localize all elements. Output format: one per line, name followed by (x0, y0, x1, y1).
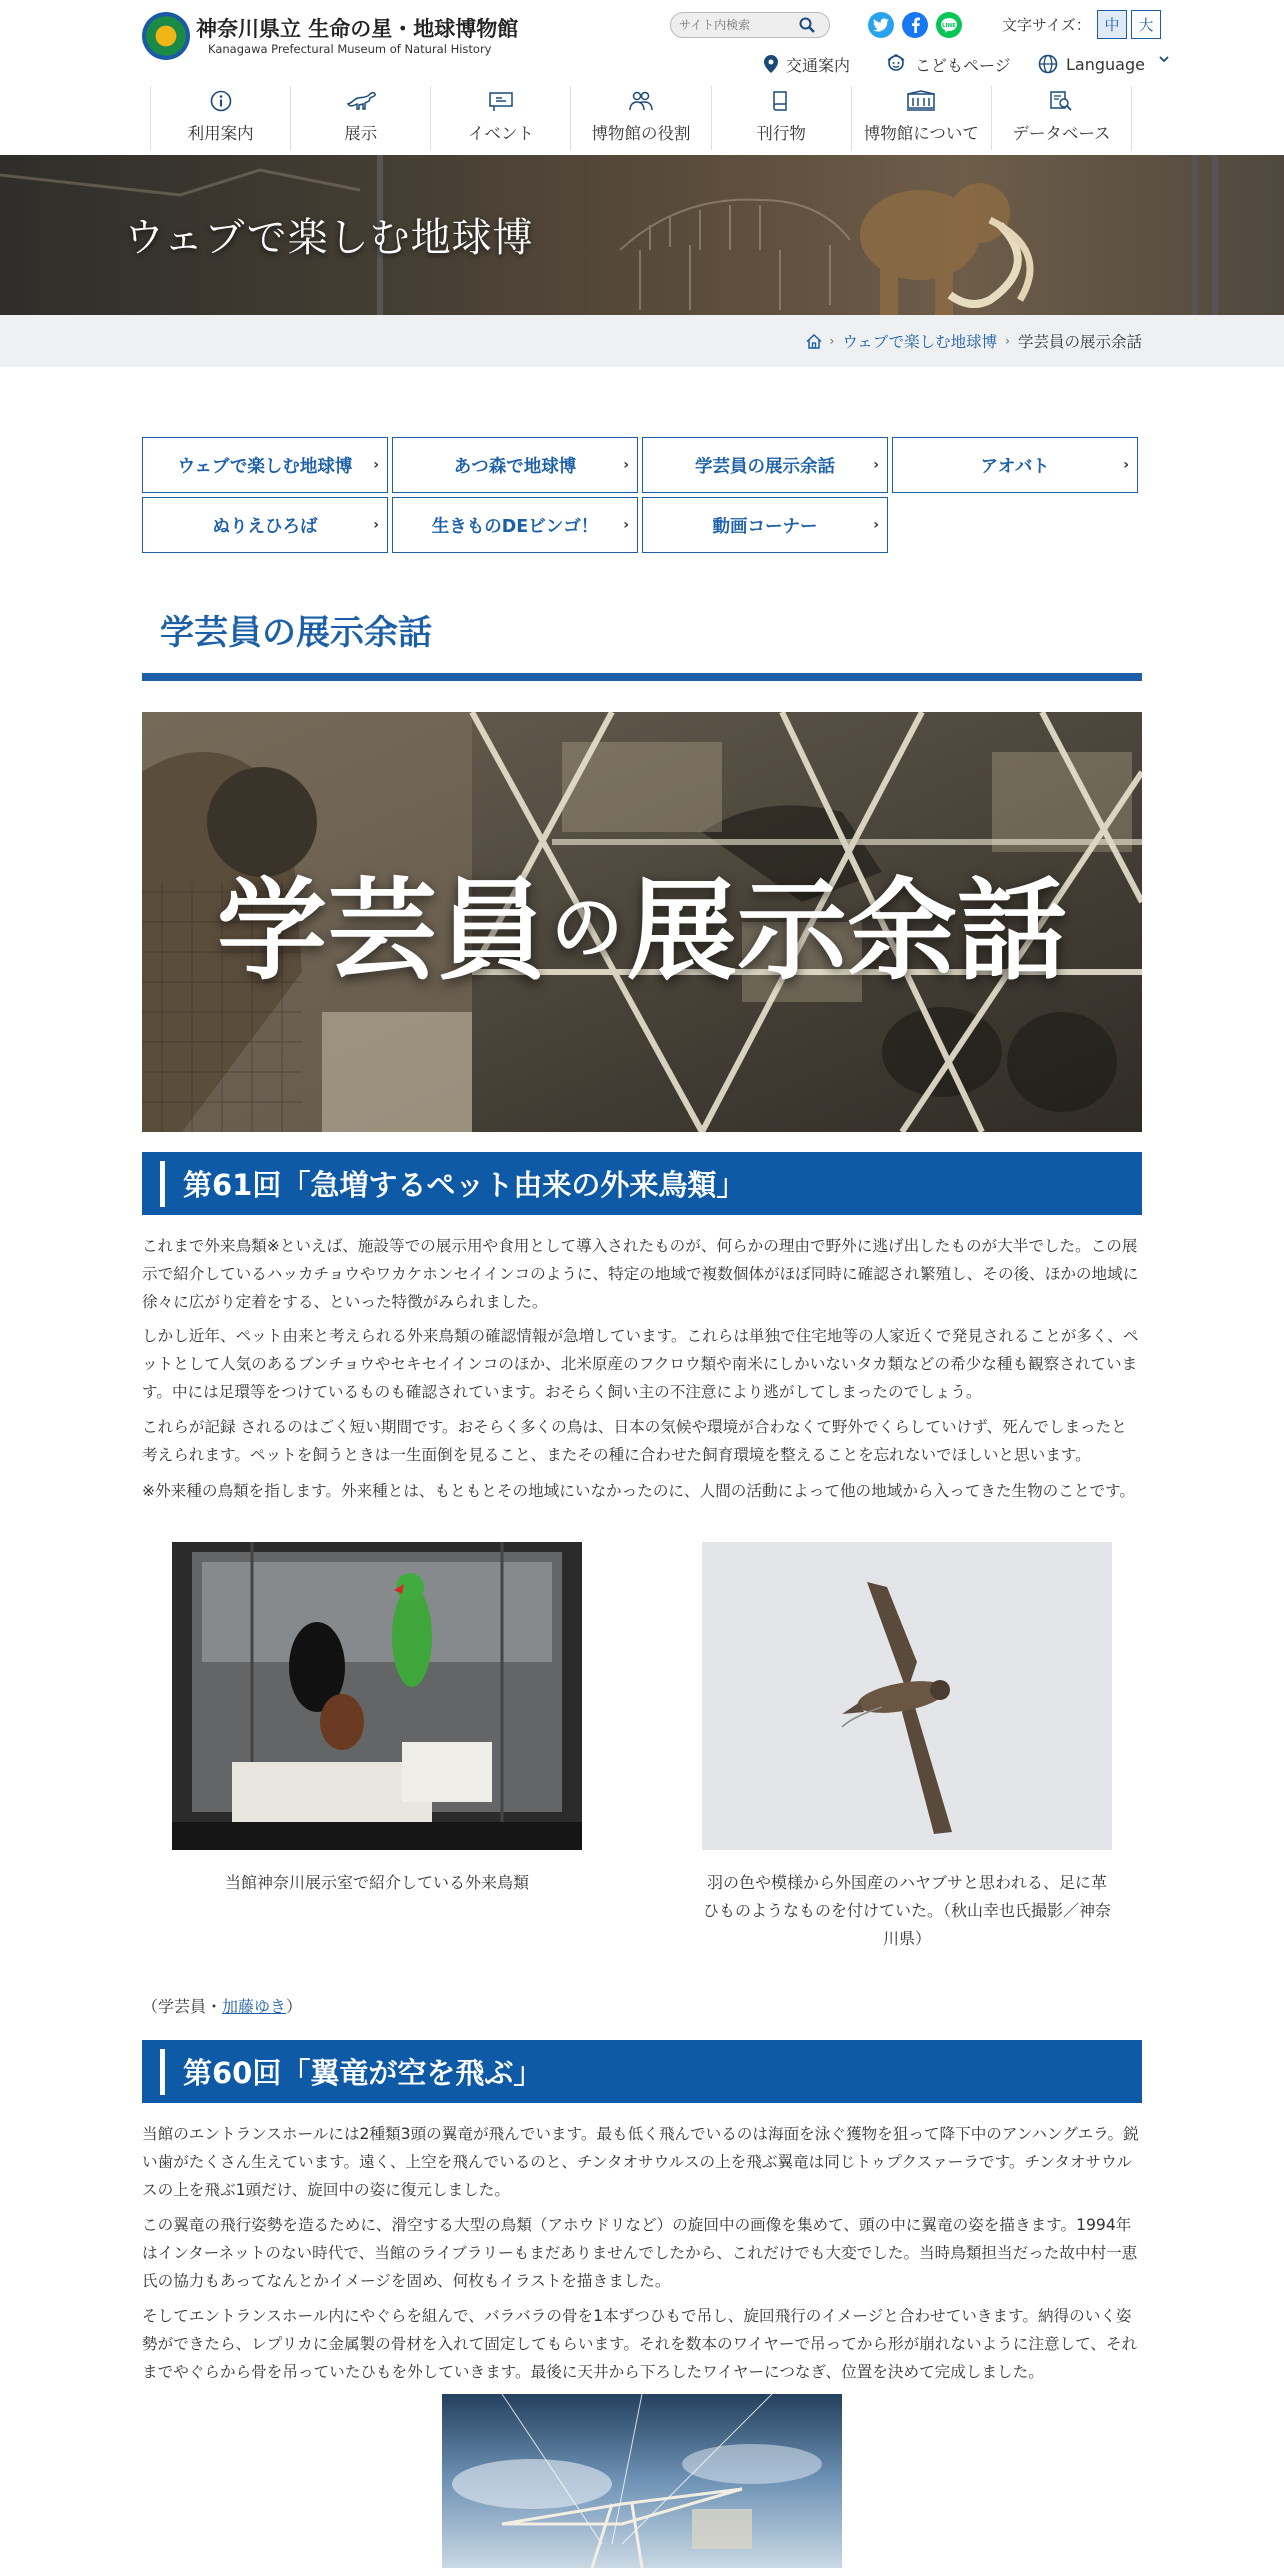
curator-stories-banner (142, 712, 1142, 1132)
chevron-right-icon: › (373, 517, 379, 533)
event-flag-icon (488, 90, 514, 112)
subnav-bingo[interactable] (392, 497, 638, 553)
falcon-photo (702, 1542, 1112, 1850)
line-icon[interactable] (936, 12, 962, 38)
pterosaur-photo (442, 2394, 842, 2568)
caged-birds-image (172, 1542, 582, 1850)
title-underline (142, 673, 1142, 681)
author-suffix: ） (286, 1997, 303, 2016)
access-link[interactable] (764, 52, 850, 76)
museum-logo[interactable] (142, 10, 519, 62)
nav-database[interactable] (991, 86, 1132, 150)
chevron-right-icon: › (1123, 457, 1129, 473)
chevron-down-icon (1159, 56, 1169, 64)
global-nav (150, 86, 1132, 150)
breadcrumb-separator: › (1005, 334, 1010, 348)
nav-museum-role[interactable] (570, 86, 710, 150)
logo-subtitle: Kanagawa Prefectural Museum of Natural History (208, 42, 492, 56)
search-input[interactable] (679, 18, 799, 32)
globe-icon (1038, 54, 1058, 74)
font-size-large-button[interactable]: 大 (1131, 10, 1161, 39)
subnav-label: 生きものDEビンゴ！ (431, 516, 599, 537)
chevron-right-icon: › (623, 457, 629, 473)
article-heading-text: 第61回「急増するペット由来の外来鳥類」 (183, 1168, 746, 1202)
breadcrumb-bar (0, 315, 1284, 367)
book-icon (771, 90, 791, 112)
nav-events[interactable] (430, 86, 570, 150)
nav-about[interactable] (851, 86, 991, 150)
breadcrumb-separator: › (829, 334, 835, 348)
chevron-right-icon: › (873, 457, 879, 473)
breadcrumb (806, 315, 1143, 367)
nav-label: イベント (467, 124, 534, 143)
twitter-icon[interactable] (868, 12, 894, 38)
subnav-animal-crossing[interactable] (392, 437, 638, 493)
subnav-curator-stories[interactable] (642, 437, 888, 493)
nav-label: 刊行物 (756, 124, 806, 143)
logo-mark-icon (142, 12, 190, 60)
breadcrumb-current: 学芸員の展示余話 (1017, 333, 1142, 351)
flying-falcon-image (702, 1542, 1112, 1850)
chevron-right-icon: › (373, 457, 379, 473)
nav-exhibits[interactable] (290, 86, 430, 150)
subnav-web-museum[interactable] (142, 437, 388, 493)
breadcrumb-link-web[interactable]: ウェブで楽しむ地球博 (842, 333, 998, 351)
nav-label: 利用案内 (187, 124, 254, 143)
nav-publications[interactable] (711, 86, 851, 150)
banner-title-part: 学芸員 (216, 866, 547, 995)
nav-label: データベース (1012, 124, 1111, 143)
subnav-label: ぬりえひろば (212, 516, 318, 537)
subnav-label: あつ森で地球博 (453, 456, 577, 477)
kids-page-label: こどもページ (915, 55, 1011, 75)
article-footnote: ※外来種の鳥類を指します。外来種とは、もともとその地域にいなかったのに、人間の活動によって他の地域から入ってきた生物のことです。 (142, 1482, 1135, 1500)
article-paragraph: しかし近年、ペット由来と考えられる外来鳥類の確認情報が急増しています。これらは単独で住宅地等の人家近くで発見されることが多く、ペットとして人気のあるブンチョウやセキセイインコのほか、北米原産のフクロウ類や南米にしかいないタカ類などの希少な種も観察されています。中には足環等をつけているものも確認されています。おそらく飼い主の不注意により逃がしてしまったのでしょう。 (142, 1327, 1139, 1401)
nav-visitor-info[interactable] (150, 86, 290, 150)
subnav-videos[interactable] (642, 497, 888, 553)
site-search (670, 12, 830, 38)
article-paragraph: この翼竜の飛行姿勢を造るために、滑空する大型の鳥類（アホウドリなど）の旋回中の画像を集めて、頭の中に翼竜の姿を描きます。1994年はインターネットのない時代で、当館のライブラリーもまだありませんでしたから、これだけでも大変でした。当時鳥類担当だった故中村一恵氏の協力もあってなんとかイメージを固め、何枚もイラストを描きました。 (142, 2216, 1138, 2290)
pterosaur-skeleton-image (442, 2394, 842, 2568)
author-prefix: （学芸員・ (142, 1997, 223, 2016)
kids-page-link[interactable] (885, 52, 1011, 76)
child-icon (885, 54, 907, 74)
author-credit (142, 1994, 302, 2017)
access-link-label: 交通案内 (786, 55, 851, 75)
article-60-heading (142, 2040, 1142, 2103)
banner-title-particle: の (550, 885, 623, 970)
subnav-label: 動画コーナー (712, 516, 818, 537)
people-icon (629, 90, 653, 112)
article-61-heading (142, 1152, 1142, 1215)
facebook-icon[interactable] (902, 12, 928, 38)
page-title: 学芸員の展示余話 (160, 613, 432, 653)
font-size-label: 文字サイズ： (1002, 16, 1091, 34)
language-label: Language (1066, 54, 1145, 74)
nav-label: 博物館について (863, 124, 979, 143)
author-link[interactable]: 加藤ゆき (222, 1997, 287, 2016)
article-paragraph: これまで外来鳥類※といえば、施設等での展示用や食用として導入されたものが、何らかの理由で野外に逃げ出したものが大半でした。この展示で紹介しているハッカチョウやワカケホンセイインコのように、特定の地域で複数個体がほぼ同時に確認され繁殖し、その後、ほかの地域に徐々に広がり定着をする、といった特徴がみられました。 (142, 1237, 1139, 1311)
font-size-medium-button[interactable]: 中 (1097, 10, 1127, 39)
hero-title: ウェブで楽しむ地球博 (124, 215, 534, 261)
svg-text:LINE: LINE (942, 23, 956, 29)
article-paragraph: そしてエントランスホール内にやぐらを組んで、バラバラの骨を1本ずつひもで吊し、旋回飛行のイメージと合わせていきます。納得のいく姿勢ができたら、レプリカに金属製の骨材を入れて固定してもらいます。それを数本のワイヤーで吊ってから形が崩れないように注意して、それまでやぐらから骨を吊っていたひもを外していきます。最後に天井から下ろしたワイヤーにつなぎ、位置を決めて完成しました。 (142, 2307, 1138, 2381)
pin-icon (764, 55, 778, 73)
home-icon[interactable] (806, 334, 822, 349)
article-heading-text: 第60回「翼竜が空を飛ぶ」 (183, 2056, 543, 2090)
photo-caption: 当館神奈川展示室で紹介している外来鳥類 (224, 1873, 529, 1892)
database-search-icon (1049, 90, 1073, 112)
subnav-label: ウェブで楽しむ地球博 (177, 456, 353, 477)
banner-title-part: 展示余話 (627, 866, 1067, 995)
museum-building-icon (906, 90, 936, 112)
article-paragraph: 当館のエントランスホールには2種類3頭の翼竜が飛んでいます。最も低く飛んでいるのは海面を泳ぐ獲物を狙って降下中のアンハングエラ。鋭い歯がたくさん生えています。遠く、上空を飛んでいるのと、チンタオサウルスの上を飛ぶ翼竜は同じトゥプクスァーラです。チンタオサウルスの上を飛ぶ1頭だけ、旋回中の姿に復元しました。 (142, 2125, 1139, 2199)
photo-caption: 羽の色や模様から外国産のハヤブサと思われる、足に革ひものようなものを付けていた。（秋山幸也氏撮影／神奈川県） (702, 1873, 1111, 1948)
nav-label: 博物館の役割 (591, 124, 691, 143)
nav-label: 展示 (344, 124, 378, 143)
exhibit-case-photo (172, 1542, 582, 1850)
chevron-right-icon: › (873, 517, 879, 533)
article-paragraph: これらが記録 されるのはごく短い期間です。おそらく多くの鳥は、日本の気候や環境が合わなくて野外でくらしていけず、死んでしまったと考えられます。ペットを飼うときは一生面倒を見ること、またその種に合わせた飼育環境を整えることを忘れないでほしいと思います。 (142, 1418, 1127, 1464)
search-icon[interactable] (799, 17, 815, 33)
subnav-aobato[interactable] (892, 437, 1138, 493)
subnav-label: アオバト (980, 456, 1050, 477)
banner-title (142, 712, 1142, 1132)
logo-title: 神奈川県立 生命の星・地球博物館 (196, 17, 519, 41)
language-menu[interactable] (1038, 52, 1177, 76)
subnav-coloring[interactable] (142, 497, 388, 553)
info-icon (210, 90, 232, 112)
subnav-label: 学芸員の展示余話 (695, 456, 835, 477)
chevron-right-icon: › (623, 517, 629, 533)
dinosaur-icon (346, 90, 376, 112)
